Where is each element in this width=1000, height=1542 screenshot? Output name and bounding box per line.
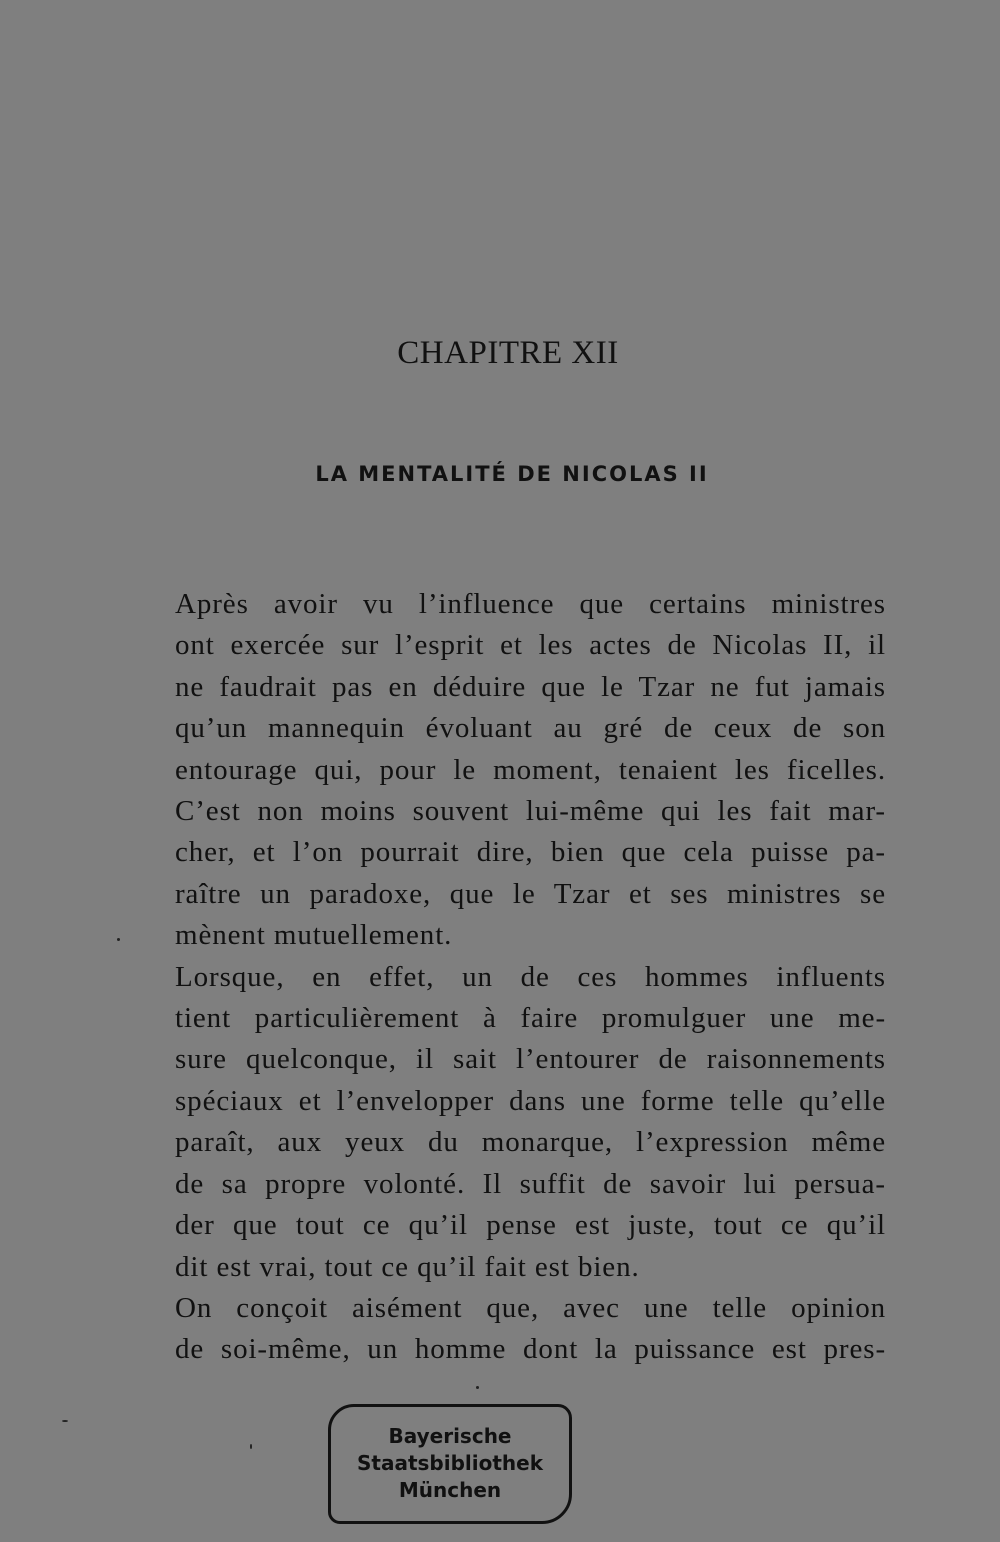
body-text (138, 584, 886, 1371)
chapter-heading: CHAPITRE XII (397, 335, 619, 371)
chapter-title: LA MENTALITÉ DE NICOLAS II (315, 462, 709, 486)
text-line: On conçoit aisément que, avec une telle opinion (175, 1291, 886, 1324)
text-line: raître un paradoxe, que le Tzar et ses ministres se (175, 877, 886, 910)
scan-speck (117, 938, 120, 941)
text-line: spéciaux et l’envelopper dans une forme telle qu’elle (175, 1084, 886, 1117)
text-line: de sa propre volonté. Il suffit de savoir lui persua- (175, 1167, 886, 1200)
text-line: qu’un mannequin évoluant au gré de ceux de son (175, 712, 886, 745)
text-line: der que tout ce qu’il pense est juste, tout ce qu’il (175, 1209, 886, 1242)
scan-speck (62, 1420, 68, 1422)
text-line: tient particulièrement à faire promulguer une me- (175, 1002, 886, 1035)
scan-speck (250, 1444, 252, 1449)
paragraph (138, 1288, 886, 1371)
library-stamp (328, 1404, 572, 1524)
paragraph (138, 957, 886, 1288)
scan-speck (476, 1386, 479, 1389)
text-line: entourage qui, pour le moment, tenaient les ficelles. (175, 753, 886, 786)
stamp-line: Staatsbibliothek (356, 1451, 544, 1475)
stamp-line: München (398, 1478, 502, 1502)
text-line: ne faudrait pas en déduire que le Tzar ne fut jamais (175, 670, 886, 703)
paragraph (138, 584, 886, 957)
text-line: mènent mutuellement. (175, 919, 453, 952)
text-line: C’est non moins souvent lui-même qui les fait mar- (175, 795, 886, 828)
text-line: paraît, aux yeux du monarque, l’expression même (175, 1126, 886, 1159)
text-line: Après avoir vu l’influence que certains ministres (175, 588, 886, 620)
stamp-line: Bayerische (388, 1424, 512, 1448)
text-line: dit est vrai, tout ce qu’il fait est bien. (175, 1250, 640, 1283)
text-line: sure quelconque, il sait l’entourer de raisonnements (175, 1043, 886, 1076)
text-line: cher, et l’on pourrait dire, bien que cela puisse pa- (175, 836, 886, 869)
text-line: Lorsque, en effet, un de ces hommes influents (175, 960, 886, 993)
text-line: de soi-même, un homme dont la puissance est pres- (175, 1333, 886, 1366)
text-line: ont exercée sur l’esprit et les actes de Nicolas II, il (175, 629, 886, 662)
